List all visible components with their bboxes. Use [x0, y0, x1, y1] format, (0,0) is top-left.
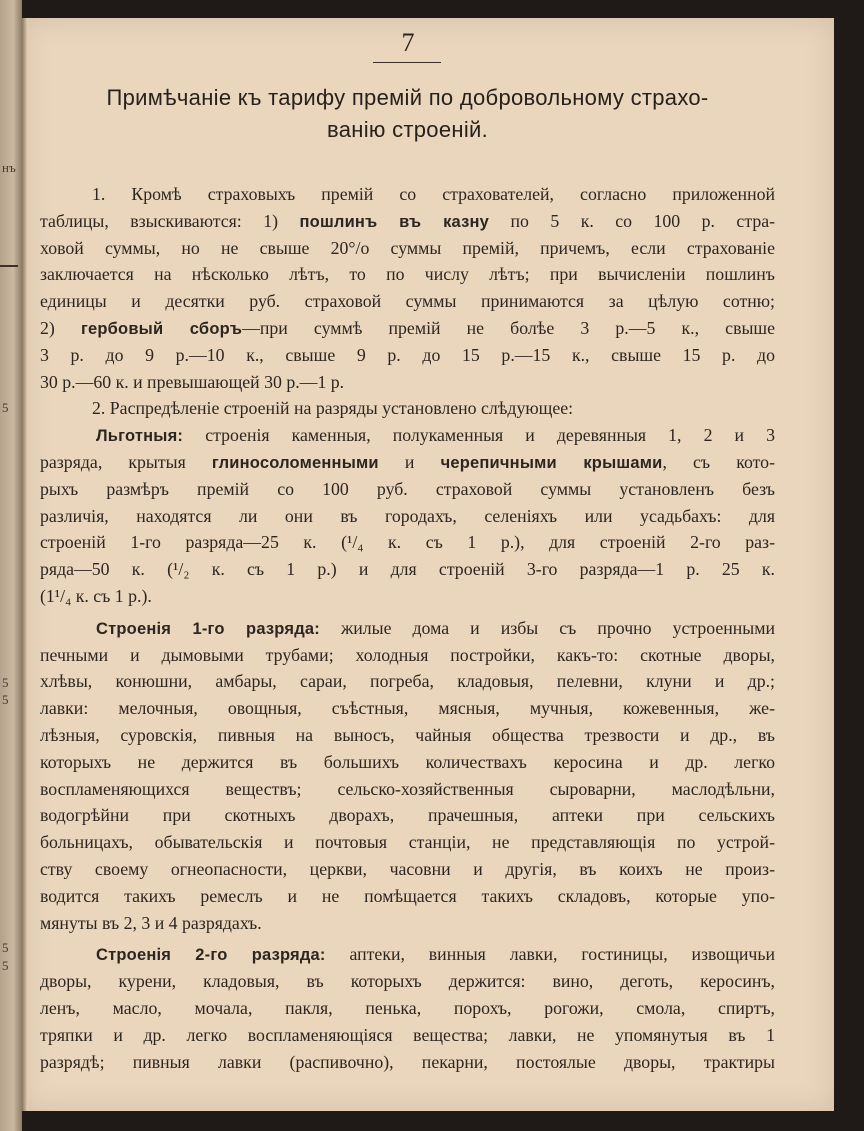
text-span: и	[404, 451, 415, 472]
text-line	[40, 422, 775, 449]
text-line	[40, 315, 775, 342]
left-page-fragment: 5	[2, 400, 9, 415]
text-span: таблицы, взыскиваются: 1)	[40, 210, 279, 231]
text-line: тряпки и др. легко воспламеняющіяся вещества; лавки, не упомянутыя въ 1	[40, 1024, 775, 1045]
text-line	[40, 208, 775, 235]
text-line: 30 р.—60 к. и превышающей 30 р.—1 р.	[40, 371, 345, 392]
text-line: печными и дымовыми трубами; холодныя постройки, какъ-то: скотные дворы,	[40, 644, 775, 665]
text-line: рыхъ размѣръ премій со 100 руб. страховой суммы установленъ безъ	[40, 478, 775, 499]
left-page-fragment: 5	[2, 675, 9, 690]
text-line: лѣзныя, суровскія, пивныя на выносъ, чайныя общества трезвости и др., въ	[40, 724, 775, 745]
page-title	[40, 82, 775, 146]
paragraph-category-2	[40, 941, 775, 1075]
text-line: (1¹/₄ к. съ 1 р.).	[40, 585, 152, 606]
page-number: 7	[401, 28, 415, 57]
text-span: строенія каменныя, полукаменныя и деревянныя 1, 2 и 3	[205, 425, 776, 446]
left-page-fragment: 5	[2, 958, 9, 973]
text-span: по 5 к. со 100 р. стра-	[510, 210, 776, 231]
keyword-duties: пошлинъ въ казну	[299, 212, 490, 231]
title-line: ванію строеній.	[326, 117, 489, 142]
left-page-edge	[0, 0, 22, 1131]
text-line: лавки: мелочныя, овощныя, съѣстныя, мясныя, мучныя, кожевенныя, же-	[40, 698, 775, 719]
text-line: разрядѣ; пивныя лавки (распивочно), пекарни, постоялые дворы, трактиры	[40, 1051, 775, 1072]
text-line: которыхъ не держится въ большихъ количествахъ керосина и др. легко	[40, 751, 775, 772]
text-line: 1. Кромѣ страховыхъ премій со страхователей, согласно приложенной	[92, 184, 775, 204]
text-line: 3 р. до 9 р.—10 к., свыше 9 р. до 15 р.—15 к., свыше 15 р. до	[40, 344, 775, 365]
keyword-clay-straw: глиносоломенными	[211, 453, 379, 472]
page-number-rule	[373, 62, 441, 63]
text-line: дворы, курени, кладовыя, въ которыхъ держится: вино, деготь, керосинъ,	[40, 971, 775, 992]
paragraph-categories	[40, 395, 775, 609]
text-line: мянуты въ 2, 3 и 4 разрядахъ.	[40, 912, 262, 933]
text-span: —при суммѣ премій не болѣе 3 р.—5 к., свыше	[242, 317, 775, 338]
left-page-fragment: нъ	[2, 160, 16, 175]
text-line: водогрѣйни при скотныхъ дворахъ, прачешныя, аптеки при сельскихъ	[40, 805, 775, 826]
text-span: аптеки, винныя лавки, гостиницы, извощичьи	[349, 944, 775, 965]
text-line: 2. Распредѣленіе строеній на разряды установлено слѣдующее:	[92, 398, 574, 419]
document-body	[40, 181, 775, 1075]
text-line: водится такихъ ремеслъ и не помѣщается такихъ складовъ, которые упо-	[40, 885, 775, 906]
paragraph-fees	[40, 181, 775, 395]
text-span: 2)	[40, 317, 55, 338]
keyword-preferential: Льготныя:	[96, 427, 184, 446]
text-span: , съ кото-	[662, 451, 775, 472]
text-span: разряда, крытыя	[40, 451, 186, 472]
text-line: строеній 1-го разряда—25 к. (¹/₄ к. съ 1 р.), для строеній 2-го раз-	[40, 532, 775, 553]
page-spine-shadow	[22, 18, 28, 1111]
text-line	[40, 615, 775, 642]
text-line	[40, 941, 775, 968]
title-line: Примѣчаніе къ тарифу премій по добровольному страхо-	[106, 85, 709, 110]
keyword-category-1: Строенія 1-го разряда:	[96, 619, 320, 638]
text-line: больницахъ, обывательскія и почтовыя станціи, не представляющія по устрой-	[40, 832, 775, 853]
text-line: ряда—50 к. (¹/₂ к. съ 1 р.) и для строеній 3-го разряда—1 р. 25 к.	[40, 559, 775, 580]
keyword-tile-roofs: черепичными крышами	[440, 453, 663, 472]
text-line	[40, 449, 775, 476]
keyword-category-2: Строенія 2-го разряда:	[96, 946, 326, 965]
text-line: единицы и десятки руб. страховой суммы принимаются за цѣлую сотню;	[40, 291, 775, 312]
text-line: ховой суммы, но не свыше 20°/о суммы премій, причемъ, если страхованіе	[40, 237, 775, 258]
paragraph-category-1	[40, 615, 775, 937]
text-line: различія, находятся ли они въ городахъ, селеніяхъ или усадьбахъ: для	[40, 505, 775, 526]
text-line: хлѣвы, конюшни, амбары, сараи, погреба, кладовыя, пелевни, клуни и др.;	[40, 671, 775, 692]
text-line: воспламеняющихся веществъ; сельско-хозяйственныя сыроварни, маслодѣльни,	[40, 778, 775, 799]
text-span: жилые дома и избы съ прочно устроенными	[340, 617, 775, 638]
text-line: ленъ, масло, мочала, пакля, пенька, порохъ, рогожи, смола, спиртъ,	[40, 997, 775, 1018]
keyword-stamp-duty: гербовый сборъ	[80, 319, 243, 338]
left-page-fragment: 5	[2, 940, 9, 955]
text-line: ству своему огнеопасности, церкви, часовни и другія, въ коихъ не произ-	[40, 858, 775, 879]
left-page-fragment: 5	[2, 692, 9, 707]
text-line: заключается на нѣсколько лѣтъ, то по числу лѣтъ; при вычисленіи пошлинъ	[40, 264, 775, 285]
left-page-rule	[0, 265, 18, 267]
